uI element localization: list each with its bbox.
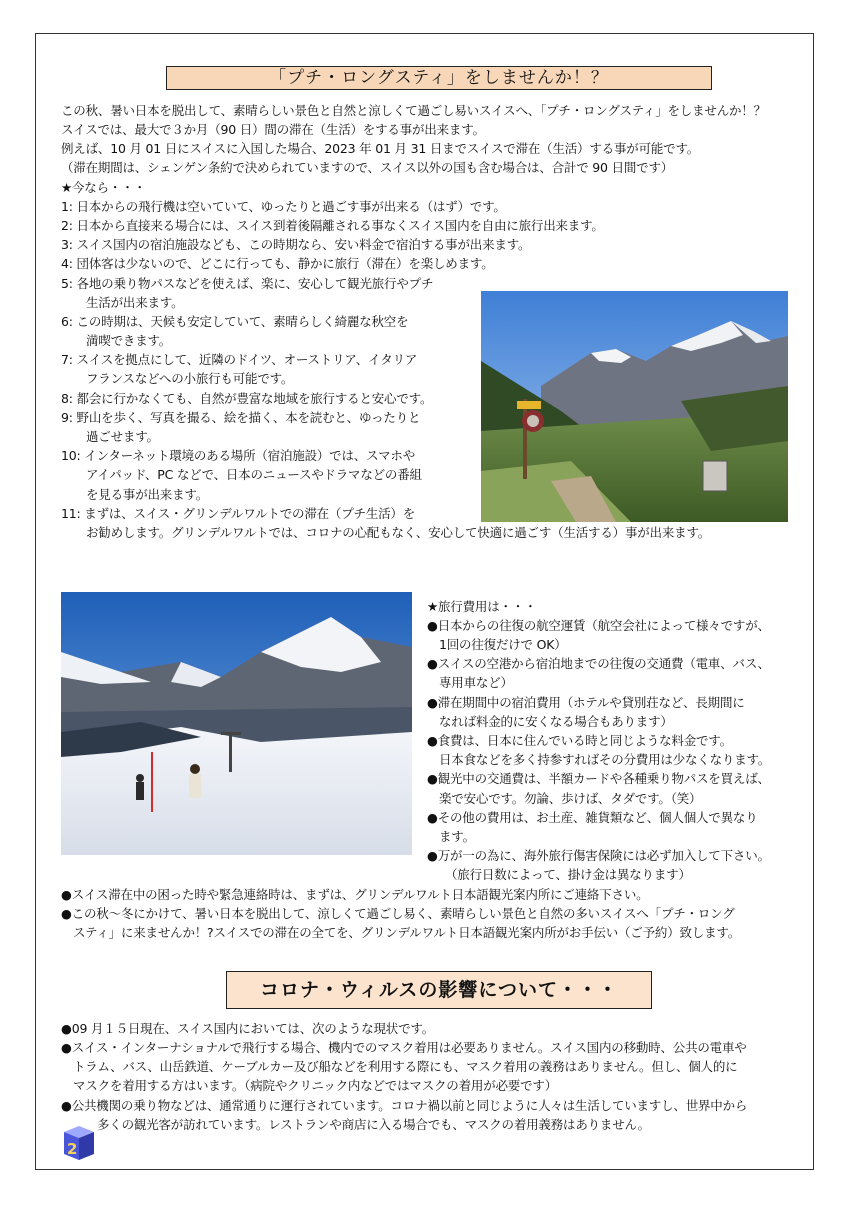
reason-line: 6: この時期は、天候も安定していて、素晴らしく綺麗な秋空を: [61, 314, 409, 329]
cost-line: 1回の往復だけで OK）: [439, 637, 567, 652]
reason-line: 4: 団体客は少ないので、どこに行っても、静かに旅行（滞在）を楽しめます。: [61, 256, 494, 271]
corona-line: 多くの観光客が訪れています。レストランや商店に入る場合でも、マスクの着用義務はありません。: [97, 1117, 650, 1132]
reason-line: 9: 野山を歩く、写真を撮る、絵を描く、本を読むと、ゆったりと: [61, 410, 421, 425]
intro-line: スイスでは、最大で３か月（90 日）間の滞在（生活）をする事が出来ます。: [61, 122, 485, 137]
reason-line: フランスなどへの小旅行も可能です。: [86, 371, 294, 386]
reason-line: お勧めします。グリンデルワルトでは、コロナの心配もなく、安心して快適に過ごす（生活する）事が出来ます。: [86, 525, 711, 540]
reason-line: 3: スイス国内の宿泊施設なども、この時期なら、安い料金で宿泊する事が出来ます。: [61, 237, 531, 252]
cost-line: ●食費は、日本に住んでいる時と同じような料金です。: [427, 733, 732, 748]
cost-line: 専用車など）: [439, 675, 513, 690]
intro-line: この秋、暑い日本を脱出して、素晴らしい景色と自然と涼しくて過ごし易いスイスへ、「プチ・ロングスティ」をしませんか！？: [61, 103, 766, 118]
corona-line: ●09 月１５日現在、スイス国内においては、次のような現状です。: [61, 1021, 435, 1036]
cost-line: ●万が一の為に、海外旅行傷害保険には必ず加入して下さい。: [427, 848, 770, 863]
cost-line: なれば料金的に安くなる場合もあります）: [439, 714, 673, 729]
corona-line: ●公共機関の乗り物などは、通常通りに運行されています。コロナ禍以前と同じように人々は生活していますし、世界中から: [61, 1098, 748, 1113]
main-title-box: [166, 66, 712, 90]
intro-heading: ★今なら・・・: [61, 180, 146, 195]
corona-line: マスクを着用する方はいます。（病院やクリニック内などではマスクの着用が必要です）: [73, 1078, 558, 1093]
cube-logo-digit: 2: [67, 1140, 78, 1158]
reason-line: アイパッド、PC などで、日本のニュースやドラマなどの番組: [86, 467, 422, 482]
cost-line: ●観光中の交通費は、半額カードや各種乗り物パスを買えば、: [427, 771, 770, 786]
intro-line: （滞在期間は、シェンゲン条約で決められていますので、スイス以外の国も含む場合は、合計で 90 日間です）: [61, 160, 674, 175]
reason-line: 11: まずは、スイス・グリンデルワルトでの滞在（プチ生活）を: [61, 506, 416, 521]
reason-line: 過ごせます。: [86, 429, 159, 444]
reason-line: 2: 日本から直接来る場合には、スイス到着後隔離される事なくスイス国内を自由に旅行出来ます。: [61, 218, 604, 233]
cube-logo-icon: [62, 1124, 96, 1162]
cost-line: ●滞在期間中の宿泊費用（ホテルや貸別荘など、長期間に: [427, 695, 745, 710]
contact-line: ●この秋～冬にかけて、暑い日本を脱出して、涼しくて過ごし易く、素晴らしい景色と自然の多いスイスへ「プチ・ロング: [61, 906, 735, 921]
main-title: 「プチ・ロングスティ」をしませんか！？: [269, 68, 609, 88]
cost-line: （旅行日数によって、掛け金は異なります）: [445, 867, 691, 882]
cost-line: ●日本からの往復の航空運賃（航空会社によって様々ですが、: [427, 618, 770, 633]
corona-line: トラム、バス、山岳鉄道、ケーブルカー及び船などを利用する際にも、マスク着用の義務はありません。但し、個人的に: [73, 1059, 738, 1074]
corona-line: ●スイス・インターナショナルで飛行する場合、機内でのマスク着用は必要ありません。スイス国内の移動時、公共の電車や: [61, 1040, 747, 1055]
cost-line: 楽で安心です。勿論、歩けば、タダです。（笑）: [439, 791, 702, 806]
corona-title-box: [226, 971, 652, 1009]
reason-line: 5: 各地の乗り物パスなどを使えば、楽に、安心して観光旅行やプチ: [61, 276, 434, 291]
alpine-winter-photo: [61, 592, 412, 855]
reason-line: 満喫できます。: [86, 333, 172, 348]
reason-line: 1: 日本からの飛行機は空いていて、ゆったりと過ごす事が出来る（はず）です。: [61, 199, 506, 214]
corona-title: コロナ・ウィルスの影響について・・・: [260, 979, 618, 1001]
reason-line: 8: 都会に行かなくても、自然が豊富な地域を旅行すると安心です。: [61, 391, 433, 406]
cost-line: ます。: [439, 829, 475, 844]
cost-line: ●スイスの空港から宿泊地までの往復の交通費（電車、バス、: [427, 656, 770, 671]
reason-line: 生活が出来ます。: [86, 295, 184, 310]
alpine-summer-photo: [481, 291, 788, 522]
reason-line: 10: インターネット環境のある場所（宿泊施設）では、スマホや: [61, 448, 416, 463]
reason-line: を見る事が出来ます。: [86, 487, 209, 502]
contact-line: スティ」に来ませんか！?スイスでの滞在の全てを、グリンデルワルト日本語観光案内所がお手伝い（ご予約）致します。: [73, 925, 741, 940]
reason-line: 7: スイスを拠点にして、近隣のドイツ、オーストリア、イタリア: [61, 352, 418, 367]
cost-line: ●その他の費用は、お土産、雑貨類など、個人個人で異なり: [427, 810, 758, 825]
cost-line: 日本食などを多く持参すればその分費用は少なくなります。: [439, 752, 771, 767]
contact-line: ●スイス滞在中の困った時や緊急連絡時は、まずは、グリンデルワルト日本語観光案内所にご連絡下さい。: [61, 887, 649, 902]
cost-heading: ★旅行費用は・・・: [427, 599, 537, 614]
intro-line: 例えば、10 月 01 日にスイスに入国した場合、2023 年 01 月 31 日までスイスで滞在（生活）する事が可能です。: [61, 141, 700, 156]
